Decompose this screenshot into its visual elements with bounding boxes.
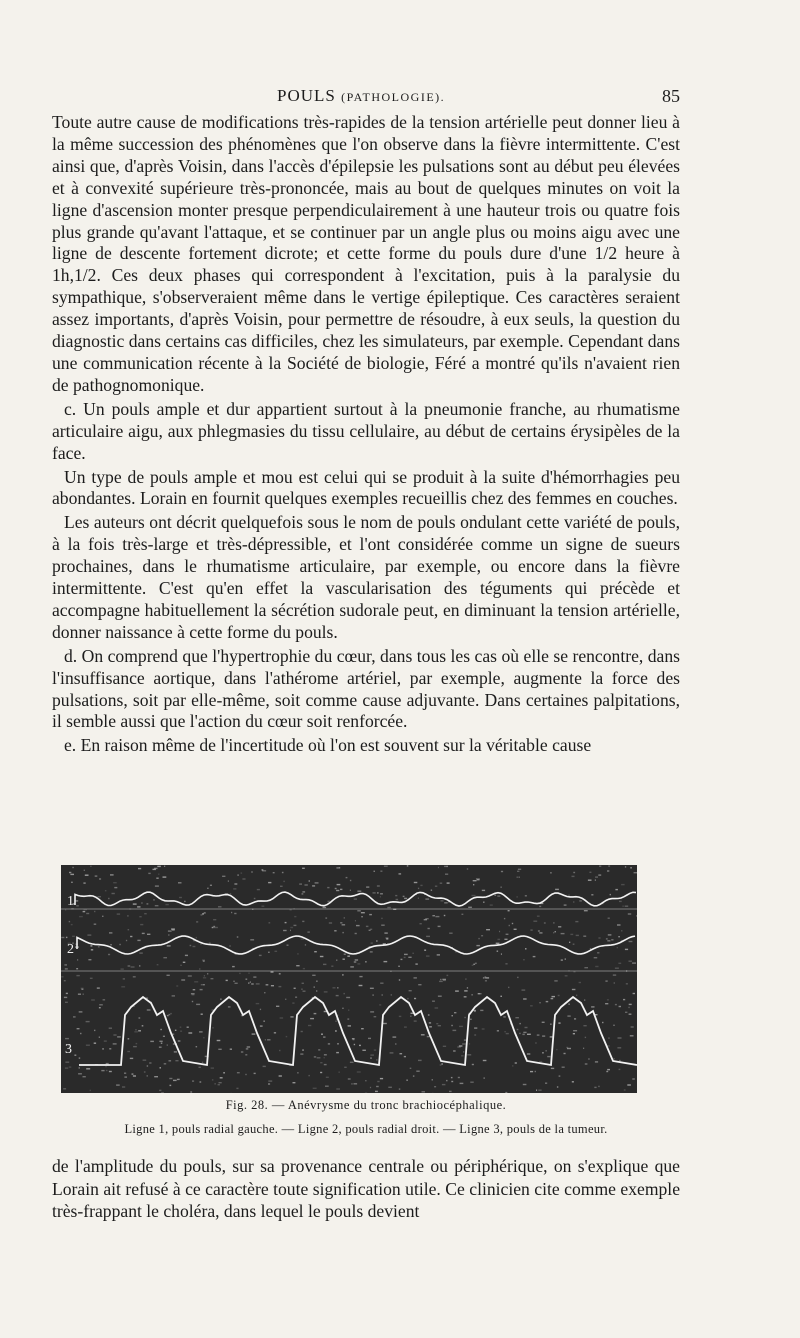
figure-caption-title: Fig. 28. — Anévrysme du tronc brachiocéphalique. bbox=[225, 1098, 507, 1112]
trace-label-1: 1 bbox=[67, 894, 74, 909]
paragraph-epilepsy: Toute autre cause de modifications très-rapides de la tension artérielle peut donner lieu à la même succession des phénomènes que l'on observe dans la fièvre intermittente. C'est ainsi que, d'après Voisin, dans l'accès d'épilepsie les pulsations sont au début peu élevées et à convexité supérieure très-prononcée, mais au bout de quelques minutes on voit la ligne d'ascension monter presque perpendiculairement à une hauteur trois ou quatre fois plus grande qu'avant l'attaque, et se continuer par un angle plus ou moins aigu avec une ligne de descente fortement dicrote; et cette forme du pouls dure d'une 1/2 heure à 1h,1/2. Ces deux phases qui correspondent à l'excitation, puis à la paralysie du sympathique, s'observeraient même dans le vertige épileptique. Ces caractères seraient assez importants, d'après Voisin, pour permettre de résoudre, à eux seuls, la question du diagnostic dans certains cas difficiles, chez les simulateurs, par exemple. Cependant dans une communication récente à la Société de biologie, Féré a montré qu'ils n'avaient rien de pathognomonique. bbox=[52, 112, 680, 395]
page-header bbox=[52, 84, 680, 112]
figure-caption-legend: Ligne 1, pouls radial gauche. — Ligne 2, pouls radial droit. — Ligne 3, pouls de la tumeur. bbox=[124, 1122, 608, 1136]
paragraph-undulating-pulse: Les auteurs ont décrit quelquefois sous le nom de pouls ondulant cette variété de pouls, à la fois très-large et très-dépressible, et l'ont considérée comme un signe de sueurs prochaines, dans le rhumatisme articulaire, par exemple, ou encore dans la fièvre intermittente. C'est qu'en effet la vascularisation des téguments qui précède et accompagne habituellement la sécrétion sudorale peut, en diminuant la tension artérielle, donner naissance à cette forme du pouls. bbox=[52, 512, 680, 642]
paragraph-hemorrhage: Un type de pouls ample et mou est celui qui se produit à la suite d'hémorrhagies peu abondantes. Lorain en fournit quelques exemples recueillis chez des femmes en couches. bbox=[52, 466, 680, 509]
paragraph-e: e. En raison même de l'incertitude où l'on est souvent sur la véritable cause bbox=[64, 735, 592, 756]
paragraph-c: c. Un pouls ample et dur appartient surtout à la pneumonie franche, au rhumatisme articulaire aigu, aux phlegmasies du tissu cellulaire, au début de certains érysipèles de la face. bbox=[52, 398, 680, 463]
paragraph-d: d. On comprend que l'hypertrophie du cœur, dans tous les cas où elle se rencontre, dans l'insuffisance aortique, dans l'athérome artériel, par exemple, augmente la force des pulsations, soit par elle-même, soit comme cause adjuvante. Dans certaines palpitations, il semble aussi que l'action du cœur soit renforcée. bbox=[52, 645, 680, 732]
running-head bbox=[277, 86, 445, 106]
figure-pulse-tracing bbox=[61, 865, 637, 1093]
paragraph-continuation: de l'amplitude du pouls, sur sa provenance centrale ou périphérique, on s'explique que Lorain ait refusé à ce caractère toute signification utile. Ce clinicien cite comme exemple très-frappant le choléra, dans lequel le pouls devient bbox=[52, 1156, 680, 1222]
running-head-title: POULS bbox=[277, 86, 336, 105]
page-number: 85 bbox=[662, 86, 680, 106]
body-text-continuation bbox=[52, 1155, 680, 1223]
running-head-subtitle: (PATHOLOGIE). bbox=[341, 90, 446, 104]
trace-label-2: 2 bbox=[67, 942, 74, 957]
trace-label-3: 3 bbox=[65, 1042, 72, 1057]
body-text bbox=[52, 112, 680, 759]
pulse-tracing-plate bbox=[61, 865, 637, 1093]
